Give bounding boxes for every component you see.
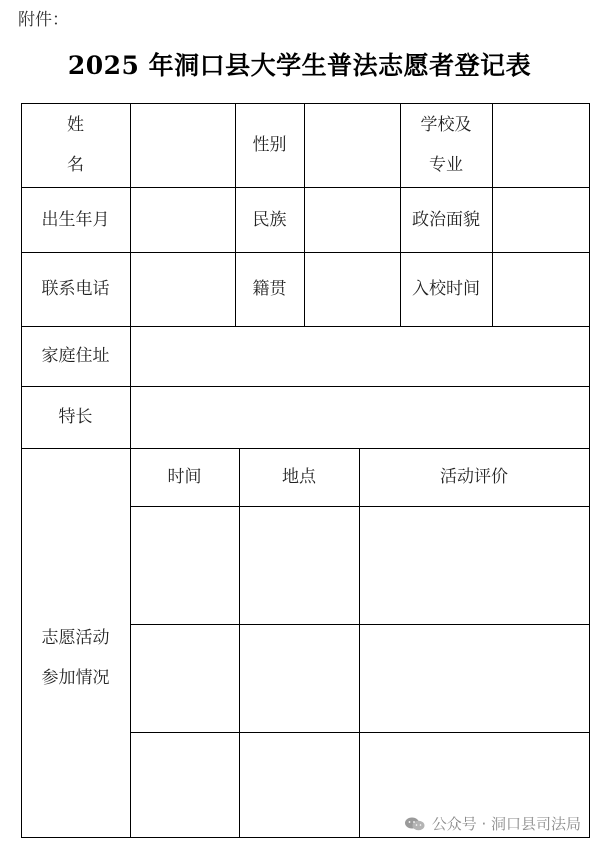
phone-label: 联系电话 — [41, 279, 110, 299]
political-field[interactable] — [493, 188, 589, 252]
political-label: 政治面貌 — [412, 209, 480, 230]
birth-label: 出生年月 — [41, 209, 110, 230]
page-title: 2025 年洞口县大学生普法志愿者登记表 — [67, 51, 532, 80]
activity-evaluation-field[interactable] — [360, 507, 589, 624]
wechat-icon — [404, 816, 426, 832]
phone-field[interactable] — [131, 253, 235, 326]
volunteer-label-cell — [21, 448, 130, 837]
name-label: 姓名 — [67, 115, 114, 175]
volunteer-label-line1: 志愿活动 — [41, 627, 110, 648]
attachment-label: 附件： — [18, 10, 69, 30]
ethnicity-field[interactable] — [305, 188, 400, 252]
specialty-field[interactable] — [131, 387, 589, 448]
birth-field[interactable] — [131, 188, 235, 252]
school-major-label-line2: 专业 — [429, 155, 463, 175]
table-line — [589, 103, 590, 838]
specialty-label: 特长 — [58, 407, 93, 427]
table-line — [21, 837, 590, 838]
activity-header-time: 时间 — [167, 467, 202, 487]
school-major-field[interactable] — [493, 104, 589, 187]
watermark — [404, 813, 581, 834]
school-major-label-cell — [400, 103, 492, 187]
volunteer-label-line2: 参加情况 — [41, 667, 110, 688]
address-field[interactable] — [131, 327, 589, 386]
address-label: 家庭住址 — [41, 346, 110, 366]
watermark-text: 公众号 · 洞口县司法局 — [431, 815, 581, 833]
activity-time-field[interactable] — [131, 733, 239, 837]
activity-header-evaluation: 活动评价 — [440, 467, 508, 487]
native-place-label: 籍贯 — [252, 279, 287, 299]
activity-header-place: 地点 — [282, 467, 316, 487]
native-place-field[interactable] — [305, 253, 400, 326]
gender-field[interactable] — [305, 104, 400, 187]
activity-place-field[interactable] — [240, 733, 359, 837]
gender-label: 性别 — [252, 135, 287, 155]
ethnicity-label: 民族 — [252, 209, 287, 230]
name-field[interactable] — [131, 104, 235, 187]
activity-evaluation-field[interactable] — [360, 625, 589, 732]
school-major-label-line1: 学校及 — [420, 115, 472, 135]
enroll-time-label: 入校时间 — [412, 279, 480, 299]
activity-place-field[interactable] — [240, 507, 359, 624]
enroll-time-field[interactable] — [493, 253, 589, 326]
activity-time-field[interactable] — [131, 507, 239, 624]
activity-place-field[interactable] — [240, 625, 359, 732]
activity-time-field[interactable] — [131, 625, 239, 732]
name-label-cell — [21, 103, 130, 187]
